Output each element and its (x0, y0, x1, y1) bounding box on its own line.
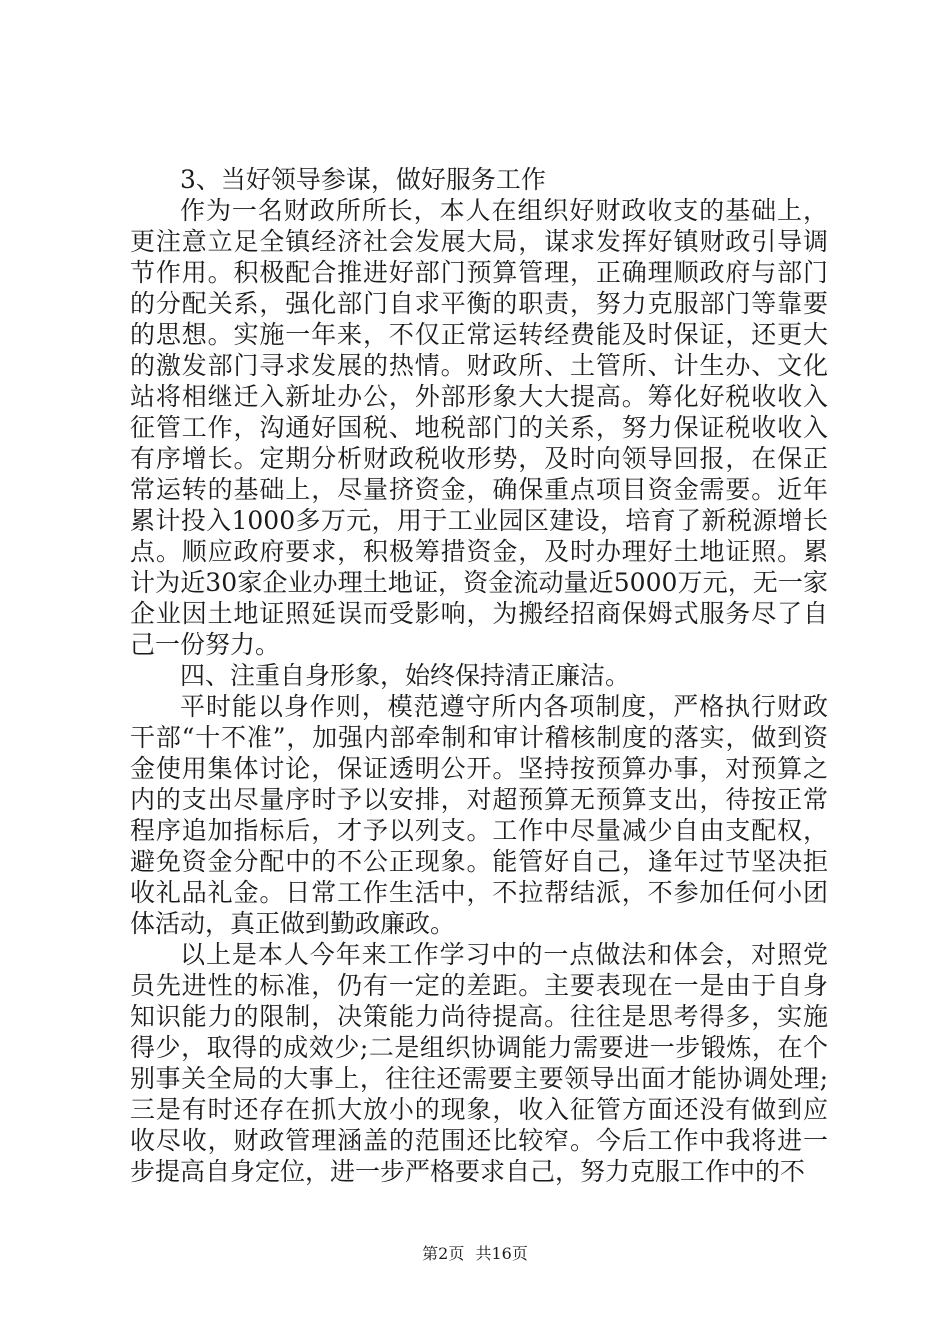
paragraph-integrity: 平时能以身作则，模范遵守所内各项制度，严格执行财政干部“十不准”，加强内部牵制和审计稽核制度的落实，做到资金使用集体讨论，保证透明公开。坚持按预算办事，对预算之内的支出尽量序时予以安排，对超预算无预算支出，待按正常程序追加指标后，才予以列支。工作中尽量减少自由支配权，避免资金分配中的不公正现象。能管好自己，逢年过节坚决拒收礼品礼金。日常工作生活中，不拉帮结派，不参加任何小团体活动，真正做到勤政廉政。 (130, 692, 828, 938)
paragraph-service-work: 作为一名财政所所长，本人在组织好财政收支的基础上，更注意立足全镇经济社会发展大局，谋求发挥好镇财政引导调节作用。积极配合推进好部门预算管理，正确理顺政府与部门的分配关系，强化部门自求平衡的职责，努力克服部门等靠要的思想。实施一年来，不仅正常运转经费能及时保证，还更大的激发部门寻求发展的热情。财政所、土管所、计生办、文化站将相继迁入新址办公，外部形象大大提高。筹化好税收收入征管工作，沟通好国税、地税部门的关系，努力保证税收收入有序增长。定期分析财政税收形势，及时向领导回报，在保正常运转的基础上，尽量挤资金，确保重点项目资金需要。近年累计投入1000多万元，用于工业园区建设，培育了新税源增长点。顺应政府要求，积极筹措资金，及时办理好土地证照。累计为近30家企业办理土地证，资金流动量近5000万元，无一家企业因土地证照延误而受影响，为搬经招商保姆式服务尽了自己一份努力。 (130, 196, 828, 659)
page-number: 第2页 (422, 1244, 465, 1263)
paragraph-summary: 以上是本人今年来工作学习中的一点做法和体会，对照党员先进性的标准，仍有一定的差距。主要表现在一是由于自身知识能力的限制，决策能力尚待提高。往往是思考得多，实施得少，取得的成效少;二是组织协调能力需要进一步锻炼，在个别事关全局的大事上，往往还需要主要领导出面才能协调处理;三是有时还存在抓大放小的现象，收入征管方面还没有做到应收尽收，财政管理涵盖的范围还比较窄。今后工作中我将进一步提高自身定位，进一步严格要求自己，努力克服工作中的不 (130, 940, 828, 1186)
section-heading-4: 四、注重自身形象，始终保持清正廉洁。 (180, 661, 631, 690)
page-total: 共16页 (475, 1244, 528, 1263)
document-body (130, 164, 828, 1187)
section-heading-3: 3、当好领导参谋，做好服务工作 (180, 165, 546, 194)
page-footer (0, 1244, 950, 1264)
